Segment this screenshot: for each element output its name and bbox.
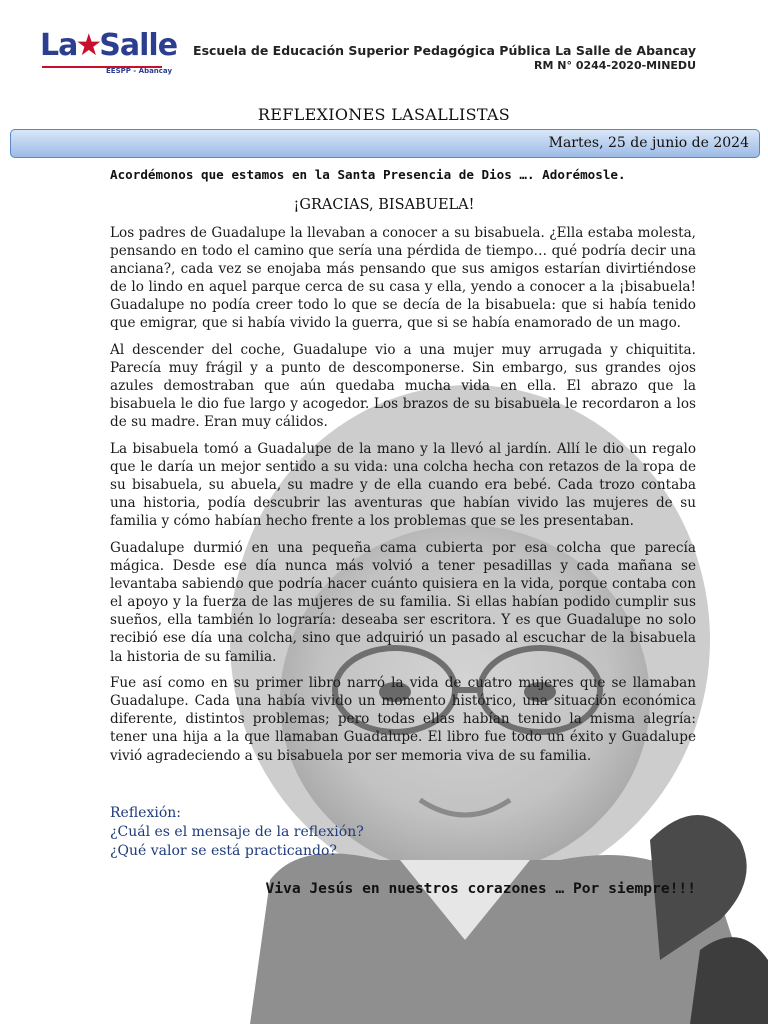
closing-prayer: Viva Jesús en nuestros corazones … Por siempre!!! [265, 880, 696, 897]
paragraph: Fue así como en su primer libro narró la vida de cuatro mujeres que se llamaban Guadalupe. Cada una había vivido un momento histórico, una situación económica diferente, distintos problemas; pero todas ellas habían tenido la misma alegría: tener una hija a la que llamaban Guadalupe. El libro fue todo un éxito y Guadalupe vivió agradeciendo a su bisabuela por ser memoria viva de su familia. [110, 675, 696, 764]
story-title: ¡GRACIAS, BISABUELA! [293, 197, 475, 213]
logo-text-salle: Salle [99, 28, 178, 63]
star-icon: ★ [75, 28, 102, 63]
paragraph: Al descender del coche, Guadalupe vio a una mujer muy arrugada y chiquitita. Parecía muy frágil y a punto de descomponerse. Sin embargo, sus grandes ojos azules demostraban que aún quedaba mucha vida en ella. El abrazo que la bisabuela le dio fue largo y acogedor. Los brazos de su bisabuela le recordaron a los de su madre. Eran muy cálidos. [110, 342, 696, 431]
page-title: REFLEXIONES LASALLISTAS [257, 105, 511, 124]
reflection-heading: Reflexión: [110, 805, 181, 821]
reflection-section [110, 804, 696, 861]
date-bar [10, 129, 760, 158]
story-body [110, 224, 696, 773]
la-salle-logo [40, 22, 178, 78]
logo-subtitle: EESPP - Abancay [106, 67, 173, 75]
resolution-number: RM N° 0244-2020-MINEDU [534, 59, 696, 72]
paragraph: Guadalupe durmió en una pequeña cama cubierta por esa colcha que parecía mágica. Desde ese día nunca más volvió a tener pesadillas y cada mañana se levantaba sabiendo que podría hacer cuánto quisiera en la vida, porque contaba con el apoyo y la fuerza de las mujeres de su familia. Si ellas habían podido cumplir sus sueños, ella también lo lograría: deseaba ser escritora. Y es que Guadalupe no solo recibió ese día una colcha, sino que adquirió un pasado al escuchar de la bisabuela la historia de su familia. [110, 540, 696, 665]
paragraph: La bisabuela tomó a Guadalupe de la mano y la llevó al jardín. Allí le dio un regalo que le daría un mejor sentido a su vida: una colcha hecha con retazos de la ropa de su bisabuela, su abuela, su madre y de ella cuando era bebé. Cada trozo contaba una historia, podía descubrir las aventuras que habían vivido las mujeres de su familia y cómo habían hecho frente a los problemas que se les presentaban. [110, 441, 696, 530]
date-text: Martes, 25 de junio de 2024 [548, 135, 749, 151]
opening-prayer: Acordémonos que estamos en la Santa Presencia de Dios …. Adorémosle. [110, 167, 626, 182]
school-name: Escuela de Educación Superior Pedagógica Pública La Salle de Abancay [193, 43, 696, 58]
reflection-question: ¿Qué valor se está practicando? [110, 843, 337, 859]
reflection-question: ¿Cuál es el mensaje de la reflexión? [110, 824, 364, 840]
paragraph: Los padres de Guadalupe la llevaban a conocer a su bisabuela. ¿Ella estaba molesta, pensando en todo el camino que sería una pérdida de tiempo… qué podría decir una anciana?, cada vez se enojaba más pensando que sus amigos estarían divirtiéndose de lo lindo en aquel parque cerca de su casa y ella, yendo a conocer a la ¡bisabuela! Guadalupe no podía creer todo lo que se decía de la bisabuela: que si había tenido que emigrar, que si había vivido la guerra, que si se había enamorado de un mago. [110, 225, 696, 332]
logo-text-la: La [40, 28, 78, 63]
